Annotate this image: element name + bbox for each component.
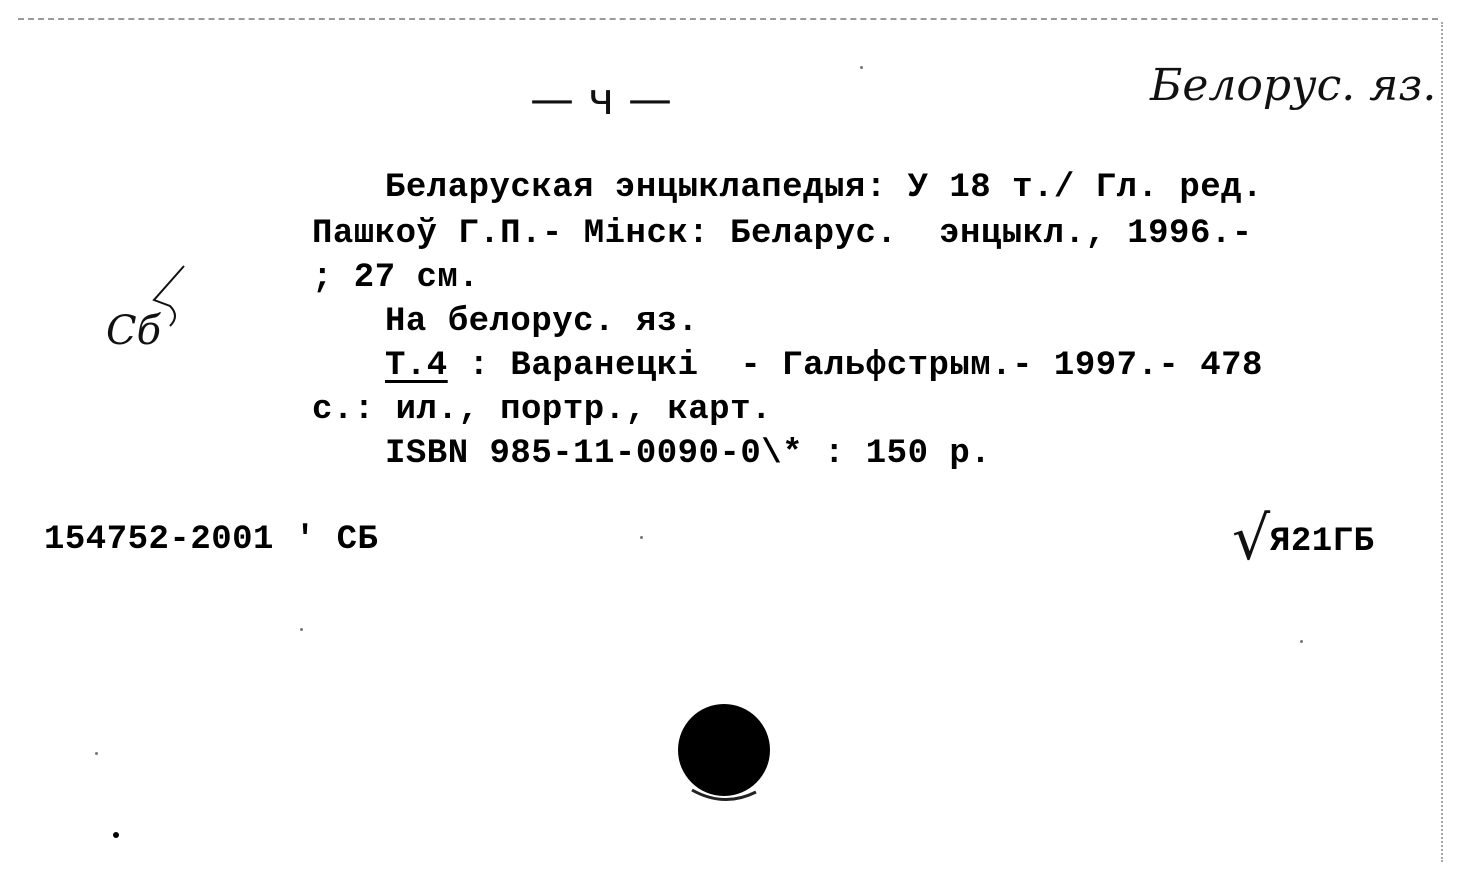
extent-line: с.: ил., портр., карт. — [312, 391, 772, 429]
card-top-edge — [18, 18, 1438, 20]
ink-speck — [300, 628, 303, 631]
isbn-line: ISBN 985-11-0090-0\* : 150 р. — [385, 435, 992, 473]
volume-label: Т.4 — [385, 347, 448, 385]
entry-size-line: ; 27 см. — [312, 259, 480, 297]
volume-details: : Варанецкі - Гальфстрым.- 1997.- 478 — [447, 347, 1263, 385]
ink-speck — [113, 832, 119, 838]
check-mark: √ — [1232, 504, 1271, 574]
ink-speck — [95, 752, 98, 755]
volume-line — [385, 346, 1263, 386]
page-mark: — ч — — [530, 74, 672, 125]
shelf-note-stroke — [140, 262, 190, 332]
punch-hole — [672, 700, 782, 815]
entry-editor-line: Пашкоў Г.П.- Мінск: Беларус. энцыкл., 1996.- — [312, 215, 1253, 253]
ink-speck — [860, 66, 863, 69]
shelf-note: Сб — [106, 308, 162, 354]
language-note: На белорус. яз. — [385, 303, 699, 341]
ink-speck — [640, 536, 643, 539]
accession-number: 154752-2001 ' СБ — [44, 521, 379, 559]
ink-speck — [1300, 640, 1303, 643]
classification-code: Я21ГБ — [1270, 523, 1375, 561]
subject-note: Белорус. яз. — [1150, 60, 1437, 111]
entry-title-line: Беларуская энцыклапедыя: У 18 т./ Гл. ред. — [385, 169, 1263, 207]
card-right-edge — [1441, 22, 1443, 862]
